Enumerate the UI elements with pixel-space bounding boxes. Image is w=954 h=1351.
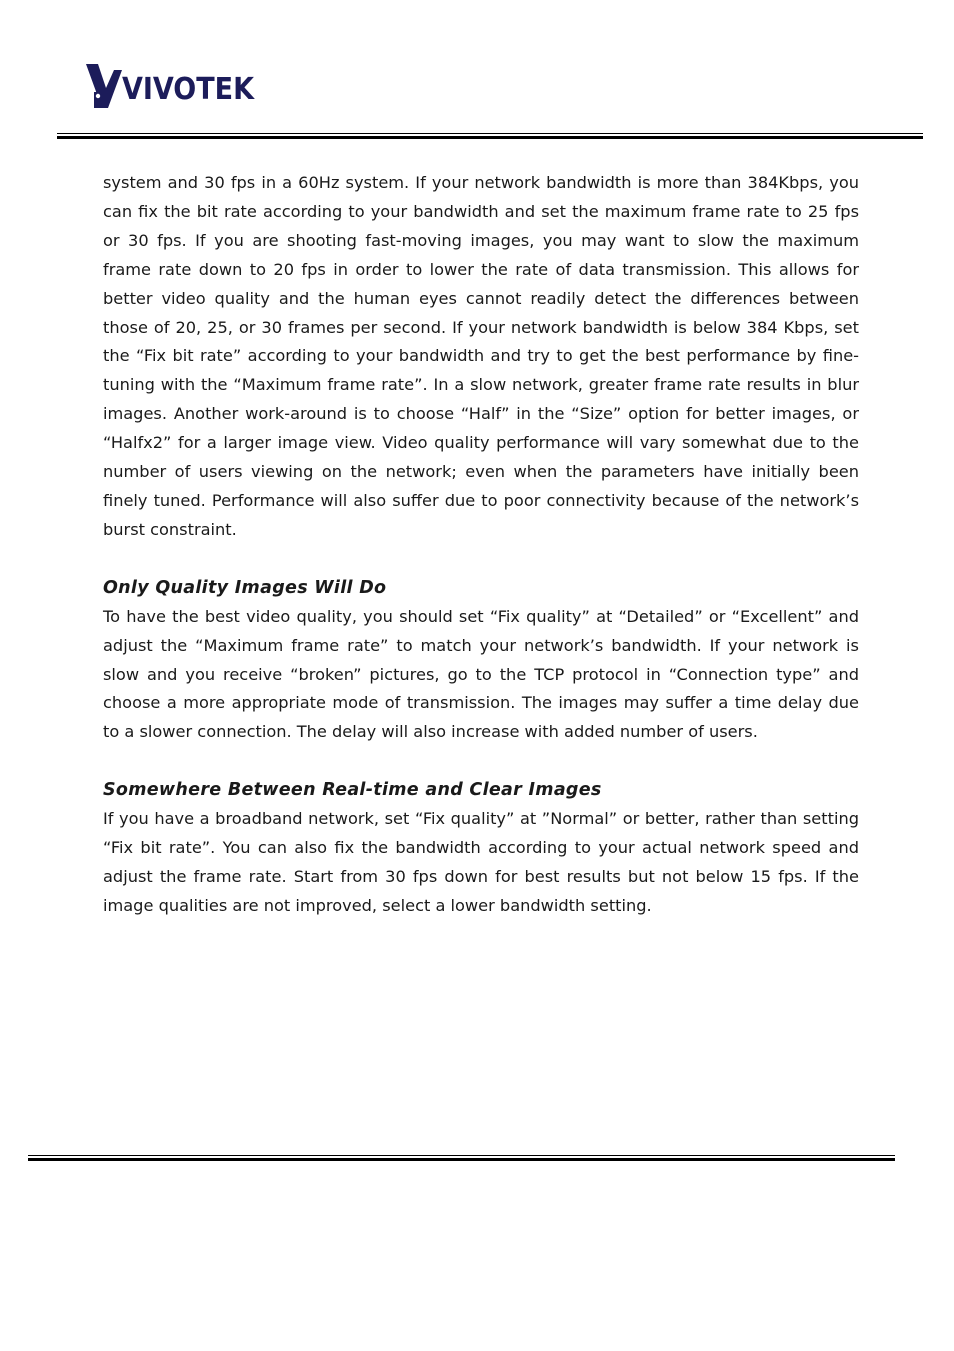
- page-content: [103, 169, 859, 921]
- vivotek-logo: [84, 62, 294, 112]
- section-text-quality: To have the best video quality, you should set “Fix quality” at “Detailed” or “Excellent” and adjust the “Maximum frame rate” to match your network’s bandwidth. If your network is slow and you receive “broken” pictures, go to the TCP protocol in “Connection type” and choose a more appropriate mode of transmission. The images may suffer a time delay due to a slower connection. The delay will also increase with added number of users.: [103, 606, 859, 742]
- logo-wordmark: VIVOTEK: [122, 72, 254, 107]
- body-paragraph: system and 30 fps in a 60Hz system. If your network bandwidth is more than 384Kbps, you can fix the bit rate according to your bandwidth and set the maximum frame rate to 25 fps or 30 fps. If you are shooting fast-moving images, you may want to slow the maximum frame rate down to 20 fps in order to lower the rate of data transmission. This allows for better video quality and the human eyes cannot readily detect the differences between those of 20, 25, or 30 frames per second. If your network bandwidth is below 384 Kbps, set the “Fix bit rate” according to your bandwidth and try to get the best performance by fine-tuning with the “Maximum frame rate”. In a slow network, greater frame rate results in blur images. Another work-around is to choose “Half” in the “Size” option for better images, or “Halfx2” for a larger image view. Video quality performance will vary somewhat due to the number of users viewing on the network; even when the parameters have initially been finely tuned. Performance will also suffer due to poor connectivity because of the network’s burst constraint.: [103, 173, 859, 539]
- section-heading-quality: Only Quality Images Will Do: [103, 577, 387, 598]
- section-heading-realtime: Somewhere Between Real-time and Clear Images: [103, 780, 602, 801]
- section-text-realtime: If you have a broadband network, set “Fix quality” at ”Normal” or better, rather than setting “Fix bit rate”. You can also fix the bandwidth according to your actual network speed and adjust the frame rate. Start from 30 fps down for best results but not below 15 fps. If the image qualities are not improved, select a lower bandwidth setting.: [103, 809, 859, 915]
